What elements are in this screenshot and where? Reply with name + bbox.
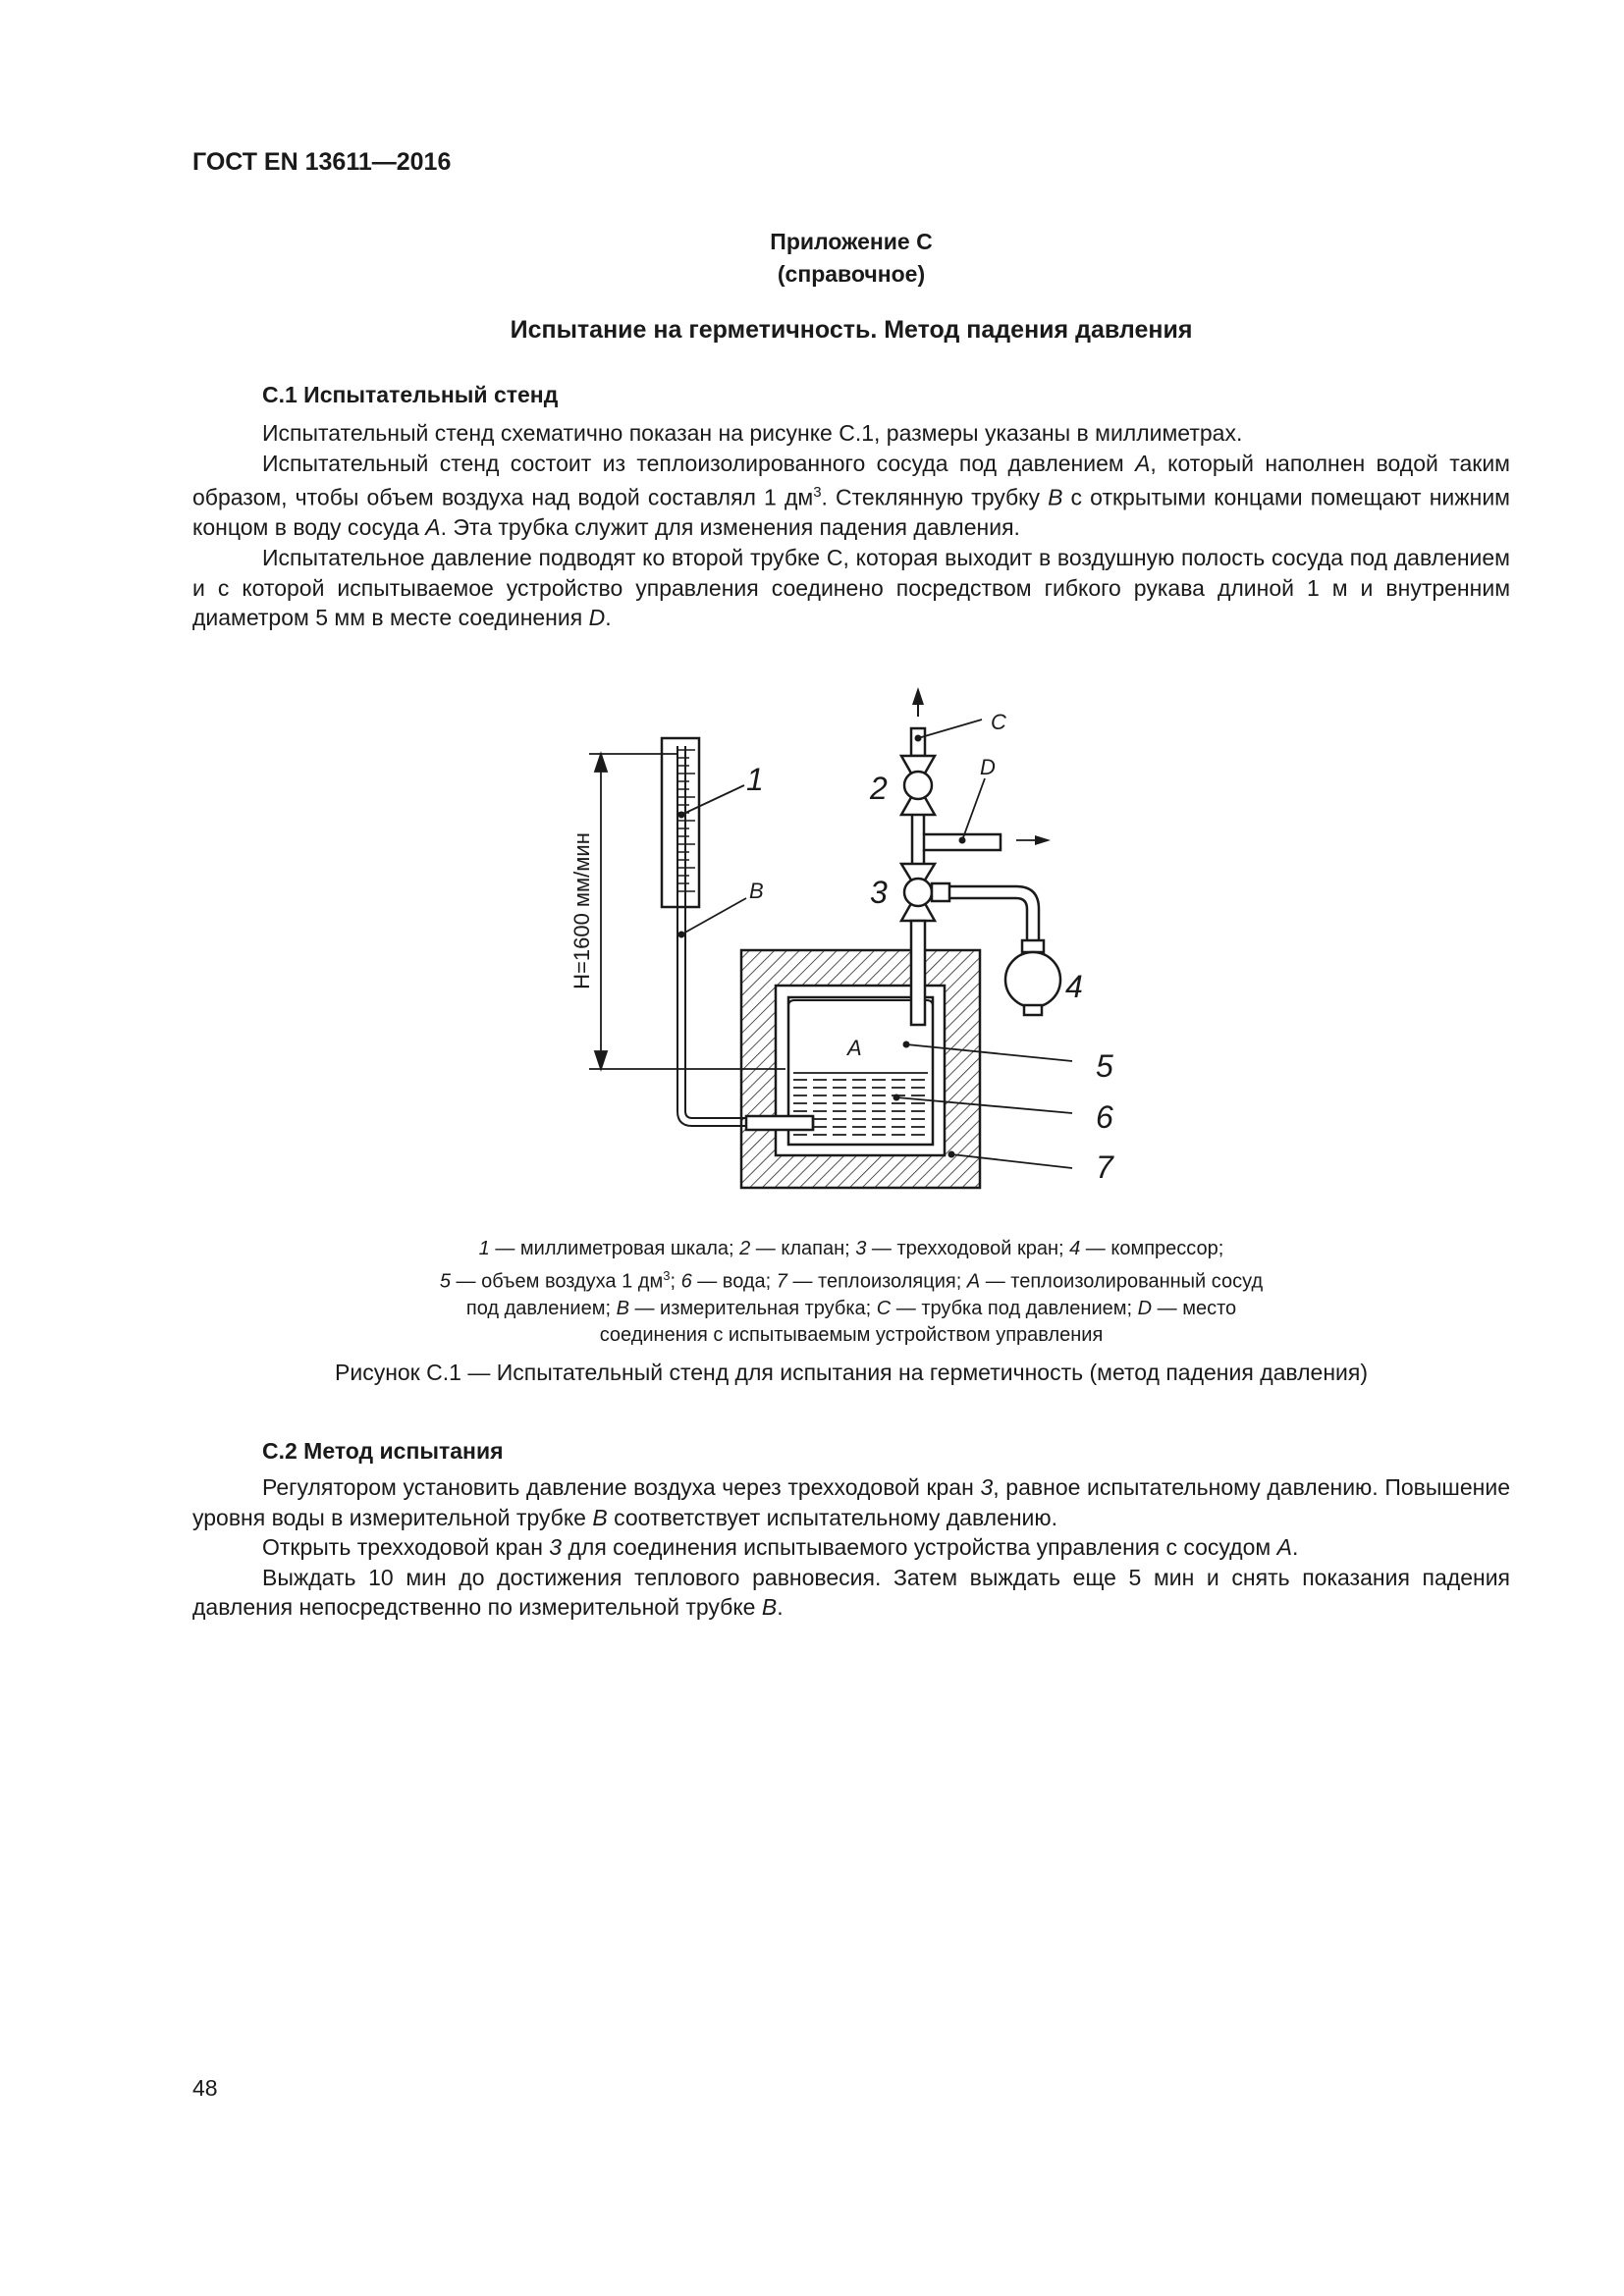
- label-D: D: [980, 755, 996, 779]
- label-B: B: [749, 879, 764, 903]
- label-1: 1: [746, 762, 764, 797]
- annex-heading: [192, 226, 1510, 291]
- annex-title: Приложение С: [770, 229, 933, 254]
- figure-caption: Рисунок С.1 — Испытательный стенд для испытания на герметичность (метод падения давления): [335, 1360, 1368, 1385]
- label-7: 7: [1096, 1149, 1113, 1185]
- annex-subtitle: (справочное): [777, 261, 926, 287]
- section-1-body: [192, 418, 1510, 633]
- test-bench-diagram: [550, 677, 1159, 1212]
- paragraph: Испытательный стенд состоит из теплоизолированного сосуда под давлением А, который наполнен водой таким образом, чтобы объем воздуха над водой составлял 1 $дм^3$. Стеклянную трубку В с открытыми концами помещают нижним концом в воду сосуда А. Эта трубка служит для изменения падения давления.: [192, 450, 1510, 541]
- paragraph: Испытательный стенд схематично показан на рисунке С.1, размеры указаны в миллиметрах.: [262, 420, 1243, 446]
- section-2-heading: С.2 Метод испытания: [262, 1438, 504, 1464]
- millimetre-scale: [662, 738, 699, 907]
- label-4: 4: [1065, 969, 1083, 1004]
- paragraph: Испытательное давление подводят ко второй трубке С, которая выходит в воздушную полость сосуда под давлением и с которой испытываемое устройство управления соединено посредством гибкого рукава длиной 1 м и внутренним диаметром 5 мм в месте соединения D.: [192, 545, 1510, 631]
- label-A: A: [847, 1036, 862, 1060]
- section-2-body: [192, 1472, 1510, 1623]
- label-C: C: [991, 710, 1006, 734]
- document-code: ГОСТ EN 13611—2016: [192, 148, 452, 176]
- paragraph: Открыть трехходовой кран 3 для соединения испытываемого устройства управления с сосудом А.: [262, 1534, 1299, 1561]
- paragraph: Выждать 10 мин до достижения теплового равновесия. Затем выждать еще 5 мин и снять показания падения давления непосредственно по измерительной трубке В.: [192, 1564, 1510, 1621]
- figure-legend: 1 — миллиметровая шкала; 2 — клапан; 3 — трехходовой кран; 4 — компрессор; 5 — объем воздуха 1 $дм^3$; 6 — вода; 7 — теплоизоляция; А — теплоизолированный сосуд под давлением; В — измерительная трубка; С — трубка под давлением; D — место соединения с испытываемым устройством управления: [439, 1238, 1264, 1346]
- label-2: 2: [870, 771, 888, 806]
- label-6: 6: [1096, 1099, 1113, 1135]
- paragraph: Регулятором установить давление воздуха через трехходовой кран 3, равное испытательному давлению. Повышение уровня воды в измерительной трубке В соответствует испытательному давлению.: [192, 1474, 1510, 1530]
- height-dimension-label: H=1600 мм/мин: [569, 832, 594, 989]
- label-5: 5: [1096, 1048, 1113, 1084]
- compressor: [1005, 952, 1060, 1007]
- page-number: 48: [192, 2075, 218, 2101]
- page-title: Испытание на герметичность. Метод падения давления: [510, 316, 1193, 344]
- label-3: 3: [870, 875, 888, 910]
- section-1-heading: С.1 Испытательный стенд: [262, 382, 559, 407]
